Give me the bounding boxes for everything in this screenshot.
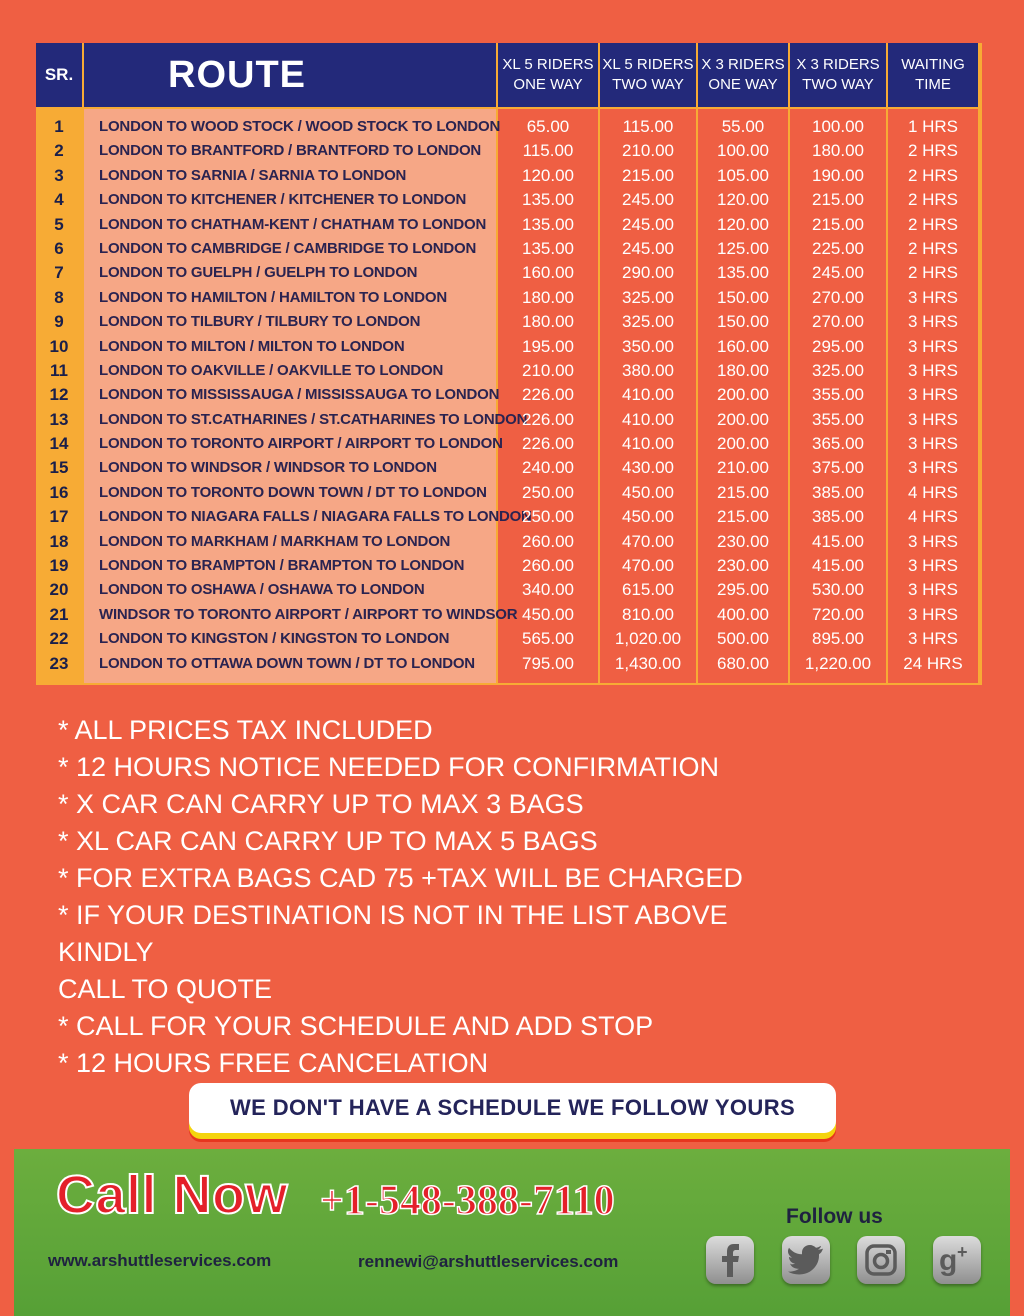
x3-two-way-cell: 415.00 [812,556,864,576]
table-row [36,652,982,676]
email-link[interactable]: rennewi@arshuttleservices.com [358,1252,619,1271]
xl5-two-way-cell: 615.00 [622,580,674,600]
table-row [36,530,982,554]
waiting-time-cell: 2 HRS [907,141,959,161]
route-cell: LONDON TO NIAGARA FALLS / NIAGARA FALLS TO LONDON [99,508,532,526]
x3-two-way-cell: 385.00 [812,507,864,527]
twitter-icon[interactable] [782,1236,830,1284]
xl5-two-way-cell: 245.00 [622,190,674,210]
sr-cell: 21 [49,604,69,624]
x3-one-way-cell: 150.00 [717,287,769,307]
xl5-one-way-cell: 210.00 [522,360,574,380]
route-cell: LONDON TO WOOD STOCK / WOOD STOCK TO LONDON [99,118,501,135]
xl5-one-way-cell: 340.00 [522,580,574,600]
x3-two-way-cell: 365.00 [812,434,864,454]
x3-one-way-cell: 180.00 [717,360,769,380]
note-item: * 12 HOURS NOTICE NEEDED FOR CONFIRMATION [58,752,720,782]
x3-one-way-cell: 105.00 [717,165,769,185]
table-row [36,359,982,383]
header-xl5-two-way: XL 5 RIDERS TWO WAY [600,43,696,107]
x3-two-way-cell: 225.00 [812,238,864,258]
x3-one-way-cell: 215.00 [717,482,769,502]
route-cell: LONDON TO KINGSTON / KINGSTON TO LONDON [99,630,450,648]
header-sr: SR. [36,43,82,107]
facebook-icon[interactable] [706,1236,754,1284]
note-item: * FOR EXTRA BAGS CAD 75 +TAX WILL BE CHARGED [58,863,743,893]
xl5-two-way-cell: 325.00 [622,287,674,307]
note-item: * XL CAR CAN CARRY UP TO MAX 5 BAGS [58,826,598,856]
x3-two-way-cell: 530.00 [812,580,864,600]
sr-cell: 9 [54,312,64,332]
sr-cell: 1 [54,117,64,136]
route-cell: LONDON TO BRAMPTON / BRAMPTON TO LONDON [99,557,465,575]
route-cell: LONDON TO SARNIA / SARNIA TO LONDON [99,166,407,184]
waiting-time-cell: 3 HRS [907,434,959,454]
xl5-two-way-cell: 290.00 [622,263,674,283]
waiting-time-cell: 3 HRS [907,287,959,307]
xl5-two-way-cell: 245.00 [622,238,674,258]
table-row [36,383,982,407]
xl5-two-way-cell: 470.00 [622,556,674,576]
x3-two-way-cell: 375.00 [812,458,864,478]
xl5-two-way-cell: 430.00 [622,458,674,478]
sr-cell: 15 [49,458,69,478]
waiting-time-cell: 2 HRS [907,238,959,258]
x3-one-way-cell: 120.00 [717,214,769,234]
sr-cell: 22 [49,629,69,649]
header-route: ROUTE [84,43,496,107]
waiting-time-cell: 3 HRS [907,604,959,624]
xl5-two-way-cell: 210.00 [622,141,674,161]
waiting-time-cell: 2 HRS [907,263,959,283]
xl5-two-way-cell: 1,430.00 [614,653,682,673]
route-cell: LONDON TO MILTON / MILTON TO LONDON [99,337,405,355]
xl5-two-way-cell: 410.00 [622,434,674,454]
table-row [36,554,982,578]
xl5-one-way-cell: 226.00 [522,434,574,454]
x3-two-way-cell: 355.00 [812,409,864,429]
note-item: * ALL PRICES TAX INCLUDED [58,715,433,745]
route-cell: LONDON TO TILBURY / TILBURY TO LONDON [99,313,421,331]
xl5-one-way-cell: 226.00 [522,409,574,429]
table-row [36,481,982,505]
x3-two-way-cell: 180.00 [812,141,864,161]
xl5-one-way-cell: 115.00 [522,141,574,161]
x3-two-way-cell: 245.00 [812,263,864,283]
x3-one-way-cell: 150.00 [717,312,769,332]
xl5-one-way-cell: 65.00 [526,117,570,136]
xl5-one-way-cell: 135.00 [522,238,574,258]
header-xl5-one-way: XL 5 RIDERS ONE WAY [498,43,598,107]
waiting-time-cell: 2 HRS [907,214,959,234]
x3-two-way-cell: 295.00 [812,336,864,356]
xl5-one-way-cell: 180.00 [522,287,574,307]
x3-two-way-cell: 100.00 [812,117,864,136]
xl5-one-way-cell: 260.00 [522,556,574,576]
route-cell: LONDON TO WINDSOR / WINDSOR TO LONDON [99,459,437,477]
table-row [36,627,982,651]
header-x3-one-way: X 3 RIDERS ONE WAY [698,43,788,107]
xl5-one-way-cell: 565.00 [522,629,574,649]
waiting-time-cell: 3 HRS [907,312,959,332]
x3-one-way-cell: 210.00 [717,458,769,478]
note-item: * IF YOUR DESTINATION IS NOT IN THE LIST ABOVE KINDLY CALL TO QUOTE [58,900,728,1004]
table-row [36,188,982,212]
sr-cell: 17 [49,507,69,527]
svg-text:g: g [939,1244,958,1276]
x3-one-way-cell: 55.00 [721,117,765,136]
waiting-time-cell: 3 HRS [907,458,959,478]
sr-cell: 2 [54,141,64,161]
route-cell: LONDON TO GUELPH / GUELPH TO LONDON [99,264,418,282]
website-link[interactable]: www.arshuttleservices.com [48,1251,272,1270]
follow-us-label: Follow us [786,1205,883,1228]
xl5-one-way-cell: 120.00 [522,165,574,185]
x3-one-way-cell: 100.00 [717,141,769,161]
x3-two-way-cell: 385.00 [812,482,864,502]
x3-one-way-cell: 215.00 [717,507,769,527]
x3-one-way-cell: 295.00 [717,580,769,600]
waiting-time-cell: 4 HRS [907,482,959,502]
waiting-time-cell: 2 HRS [907,165,959,185]
waiting-time-cell: 3 HRS [907,409,959,429]
sr-cell: 14 [49,434,69,454]
x3-two-way-cell: 325.00 [812,360,864,380]
table-row [36,164,982,188]
xl5-one-way-cell: 240.00 [522,458,574,478]
table-header [36,43,982,107]
xl5-two-way-cell: 450.00 [622,507,674,527]
table-row [36,505,982,529]
x3-one-way-cell: 200.00 [717,385,769,405]
x3-two-way-cell: 1,220.00 [804,653,872,673]
sr-cell: 4 [54,190,64,210]
xl5-one-way-cell: 250.00 [522,507,574,527]
note-item: * X CAR CAN CARRY UP TO MAX 3 BAGS [58,789,584,819]
svg-text:+: + [957,1244,968,1262]
xl5-one-way-cell: 450.00 [522,604,574,624]
sr-cell: 16 [49,482,69,502]
xl5-one-way-cell: 226.00 [522,385,574,405]
xl5-one-way-cell: 795.00 [522,653,574,673]
sr-cell: 10 [49,336,69,356]
sr-cell: 5 [54,214,64,234]
table-row [36,456,982,480]
x3-one-way-cell: 680.00 [717,653,769,673]
sr-cell: 11 [50,360,68,380]
table-row [36,603,982,627]
waiting-time-cell: 3 HRS [907,360,959,380]
table-row [36,237,982,261]
xl5-two-way-cell: 410.00 [622,385,674,405]
route-cell: LONDON TO TORONTO DOWN TOWN / DT TO LONDON [99,483,487,501]
sr-cell: 18 [49,531,69,551]
waiting-time-cell: 3 HRS [907,531,959,551]
x3-two-way-cell: 720.00 [812,604,864,624]
xl5-two-way-cell: 470.00 [622,531,674,551]
x3-two-way-cell: 415.00 [812,531,864,551]
xl5-two-way-cell: 325.00 [622,312,674,332]
xl5-two-way-cell: 810.00 [622,604,674,624]
xl5-two-way-cell: 350.00 [622,336,674,356]
price-table [36,43,982,685]
x3-two-way-cell: 190.00 [812,165,864,185]
xl5-two-way-cell: 410.00 [622,409,674,429]
xl5-one-way-cell: 180.00 [522,312,574,332]
x3-one-way-cell: 200.00 [717,409,769,429]
table-row [36,115,982,139]
waiting-time-cell: 24 HRS [903,653,963,673]
waiting-time-cell: 3 HRS [907,629,959,649]
notes-list [58,712,818,1082]
sr-cell: 23 [49,653,69,673]
waiting-time-cell: 3 HRS [907,556,959,576]
waiting-time-cell: 4 HRS [907,507,959,527]
x3-two-way-cell: 270.00 [812,287,864,307]
xl5-one-way-cell: 195.00 [522,336,574,356]
table-body [36,115,982,676]
waiting-time-cell: 2 HRS [907,190,959,210]
route-cell: LONDON TO TORONTO AIRPORT / AIRPORT TO LONDON [99,435,503,453]
route-cell: LONDON TO BRANTFORD / BRANTFORD TO LONDON [99,142,482,160]
route-cell: LONDON TO KITCHENER / KITCHENER TO LONDON [99,191,467,209]
table-row [36,310,982,334]
table-row [36,213,982,237]
x3-one-way-cell: 135.00 [717,263,769,283]
sr-cell: 19 [49,556,69,576]
route-cell: LONDON TO HAMILTON / HAMILTON TO LONDON [99,288,448,306]
phone-number[interactable]: +1-548-388-7110 [320,1178,615,1224]
sr-cell: 7 [54,263,64,283]
header-waiting-time: WAITING TIME [888,43,978,107]
sr-cell: 6 [54,238,64,258]
xl5-one-way-cell: 135.00 [522,214,574,234]
table-row [36,335,982,359]
xl5-two-way-cell: 1,020.00 [614,629,682,649]
table-row [36,578,982,602]
xl5-two-way-cell: 115.00 [622,117,674,136]
xl5-one-way-cell: 160.00 [522,263,574,283]
google-plus-icon[interactable] [933,1236,981,1284]
header-x3-two-way: X 3 RIDERS TWO WAY [790,43,886,107]
waiting-time-cell: 3 HRS [907,336,959,356]
x3-two-way-cell: 270.00 [812,312,864,332]
sr-cell: 13 [49,409,69,429]
x3-one-way-cell: 120.00 [717,190,769,210]
table-row [36,432,982,456]
x3-one-way-cell: 500.00 [717,629,769,649]
route-cell: LONDON TO OSHAWA / OSHAWA TO LONDON [99,581,425,599]
route-cell: LONDON TO OAKVILLE / OAKVILLE TO LONDON [99,361,444,379]
xl5-two-way-cell: 450.00 [622,482,674,502]
route-cell: LONDON TO MARKHAM / MARKHAM TO LONDON [99,532,451,550]
x3-one-way-cell: 160.00 [717,336,769,356]
waiting-time-cell: 1 HRS [907,117,959,136]
x3-one-way-cell: 230.00 [717,531,769,551]
sr-cell: 12 [49,385,69,405]
xl5-one-way-cell: 260.00 [522,531,574,551]
x3-two-way-cell: 895.00 [812,629,864,649]
note-item: * CALL FOR YOUR SCHEDULE AND ADD STOP [58,1011,654,1041]
table-row [36,139,982,163]
route-cell: WINDSOR TO TORONTO AIRPORT / AIRPORT TO WINDSOR [99,605,518,623]
instagram-icon[interactable] [857,1236,905,1284]
xl5-one-way-cell: 250.00 [522,482,574,502]
x3-two-way-cell: 355.00 [812,385,864,405]
xl5-two-way-cell: 215.00 [622,165,674,185]
note-item: * 12 HOURS FREE CANCELATION [58,1048,489,1078]
schedule-banner: WE DON'T HAVE A SCHEDULE WE FOLLOW YOURS [189,1083,836,1133]
xl5-two-way-cell: 245.00 [622,214,674,234]
xl5-one-way-cell: 135.00 [522,190,574,210]
x3-one-way-cell: 230.00 [717,556,769,576]
route-cell: LONDON TO CAMBRIDGE / CAMBRIDGE TO LONDON [99,239,477,257]
table-row [36,408,982,432]
route-cell: LONDON TO OTTAWA DOWN TOWN / DT TO LONDON [99,654,475,672]
sr-cell: 3 [54,165,64,185]
sr-cell: 20 [49,580,69,600]
waiting-time-cell: 3 HRS [907,385,959,405]
route-cell: LONDON TO CHATHAM-KENT / CHATHAM TO LONDON [99,215,487,233]
route-cell: LONDON TO MISSISSAUGA / MISSISSAUGA TO LONDON [99,386,500,404]
sr-cell: 8 [54,287,64,307]
call-now-label: Call Now [56,1165,289,1225]
x3-one-way-cell: 125.00 [717,238,769,258]
x3-one-way-cell: 400.00 [717,604,769,624]
x3-two-way-cell: 215.00 [812,190,864,210]
x3-two-way-cell: 215.00 [812,214,864,234]
xl5-two-way-cell: 380.00 [622,360,674,380]
table-row [36,286,982,310]
waiting-time-cell: 3 HRS [907,580,959,600]
table-row [36,261,982,285]
x3-one-way-cell: 200.00 [717,434,769,454]
route-cell: LONDON TO ST.CATHARINES / ST.CATHARINES TO LONDON [99,410,528,428]
